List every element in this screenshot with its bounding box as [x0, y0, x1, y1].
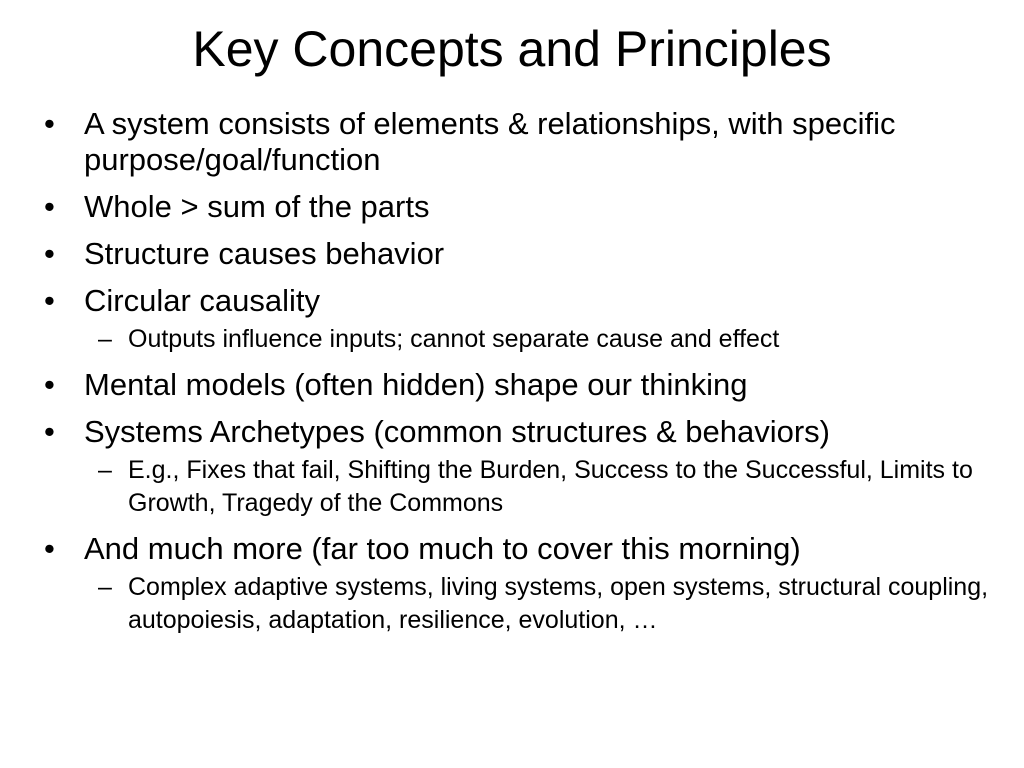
- bullet-icon: •: [44, 106, 55, 141]
- bullet-icon: •: [44, 367, 55, 402]
- sub-bullet-item: [84, 323, 994, 356]
- bullet-item: [44, 283, 994, 356]
- bullet-item: [44, 236, 994, 272]
- bullet-icon: •: [44, 236, 55, 271]
- bullet-icon: •: [44, 531, 55, 566]
- bullet-item: [44, 367, 994, 403]
- bullet-icon: •: [44, 283, 55, 318]
- sub-bullet-text: E.g., Fixes that fail, Shifting the Burden, Success to the Successful, Limits to Growth, Tragedy of the Commons: [128, 456, 973, 517]
- bullet-item: [44, 414, 994, 520]
- bullet-icon: •: [44, 189, 55, 224]
- bullet-text: Mental models (often hidden) shape our thinking: [84, 367, 748, 402]
- sub-bullet-list: [84, 454, 994, 520]
- bullet-text: Structure causes behavior: [84, 236, 445, 271]
- sub-bullet-item: [84, 454, 994, 520]
- bullet-text: A system consists of elements & relationships, with specific purpose/goal/function: [84, 106, 896, 177]
- sub-bullet-list: [84, 323, 994, 356]
- sub-bullet-list: [84, 571, 994, 637]
- sub-bullet-text: Complex adaptive systems, living systems, open systems, structural coupling, autopoiesis, adaptation, resilience, evolution, …: [128, 573, 989, 634]
- dash-icon: –: [98, 325, 112, 353]
- bullet-text: Whole > sum of the parts: [84, 189, 430, 224]
- sub-bullet-item: [84, 571, 994, 637]
- slide-title: Key Concepts and Principles: [192, 21, 832, 77]
- bullet-list: [44, 106, 994, 648]
- dash-icon: –: [98, 456, 112, 484]
- bullet-item: [44, 189, 994, 225]
- dash-icon: –: [98, 573, 112, 601]
- bullet-text: Circular causality: [84, 283, 321, 318]
- bullet-icon: •: [44, 414, 55, 449]
- bullet-text: And much more (far too much to cover this morning): [84, 531, 801, 566]
- sub-bullet-text: Outputs influence inputs; cannot separate cause and effect: [128, 325, 780, 353]
- bullet-item: [44, 531, 994, 637]
- bullet-text: Systems Archetypes (common structures & behaviors): [84, 414, 830, 449]
- bullet-item: [44, 106, 994, 178]
